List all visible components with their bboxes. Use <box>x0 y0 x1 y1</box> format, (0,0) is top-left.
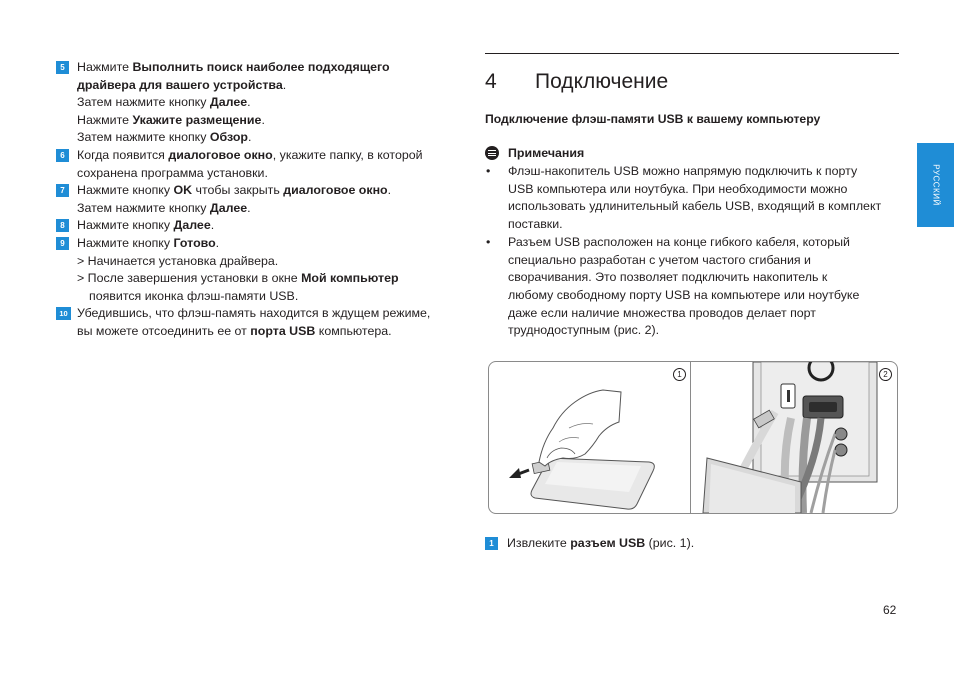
section-subheading: Подключение флэш-памяти USB к вашему компьютеру <box>485 112 821 126</box>
language-tab <box>917 143 954 227</box>
step-text-bold: Готово <box>173 235 216 250</box>
step-number: 1 <box>485 537 498 550</box>
step-text-bold: Далее <box>209 200 248 215</box>
step-number: 6 <box>56 149 69 162</box>
step-text: Нажмите кнопку <box>77 183 174 198</box>
figure-caption <box>485 535 694 552</box>
step-text-bold: OK <box>173 183 193 198</box>
notes-heading <box>485 145 899 161</box>
step-text: Когда появится <box>77 147 169 162</box>
step-text-bold: Выполнить поиск наиболее подходящего <box>132 60 390 74</box>
step-text-bold: Укажите размещение <box>132 112 262 127</box>
step-number: 9 <box>56 237 69 250</box>
step-text: . <box>247 95 251 110</box>
figure-label-1: 1 <box>673 368 686 381</box>
step-text-bold: диалоговое окно <box>168 147 273 162</box>
step-text-bold: разъем USB <box>570 536 646 550</box>
step-9 <box>56 235 466 305</box>
step-text-bold: диалоговое окно <box>283 183 388 198</box>
notes-list <box>485 163 899 340</box>
step-text: чтобы закрыть <box>192 183 284 198</box>
chapter-title: Подключение <box>535 70 669 93</box>
step-text: Извлеките <box>507 536 571 550</box>
step-text: , укажите папку, в которой <box>272 147 423 162</box>
step-text: Нажмите <box>77 112 133 127</box>
step-text: Затем нажмите кнопку <box>77 200 210 215</box>
step-text-bold: Далее <box>173 218 211 233</box>
step-text: . <box>210 218 215 233</box>
step-text: Убедившись, что флэш-память находится в ждущем режиме, <box>77 306 431 321</box>
step-text: Нажмите кнопку <box>77 235 174 250</box>
list-item: • Разъем USB расположен на конце гибкого кабеля, который специально разработан с учетом частого сгибания и сворачивания. Это позволяет подключить накопитель к любому свободному порту USB на компьютере или ноутбуке даже если наличие множества проводов делает порт труднодоступным (рис. 2). <box>485 234 899 340</box>
step-6 <box>56 147 466 182</box>
step-number: 8 <box>56 219 69 232</box>
step-text: Нажмите <box>77 60 133 74</box>
step-text-bold: порта USB <box>250 323 316 338</box>
step-text-bold: драйвера для вашего устройства <box>77 77 283 92</box>
step-8 <box>56 217 466 235</box>
step-result-text: > После завершения установки в окне Мой компьютер появится иконка флэш-памяти USB. <box>77 271 399 303</box>
usb-removal-illustration <box>489 362 690 513</box>
chapter-heading <box>485 69 899 95</box>
step-text-bold: Обзор <box>209 130 249 145</box>
step-number: 7 <box>56 184 69 197</box>
step-text: сохранена программа установки. <box>77 165 268 180</box>
step-text: . <box>215 235 220 250</box>
step-text: вы можете отсоединить ее от <box>77 323 251 338</box>
list-item: • Флэш-накопитель USB можно напрямую подключить к порту USB компьютера или ноутбука. При необходимости можно использовать удлинительный кабель USB, входящий в комплект поставки. <box>485 163 899 234</box>
usb-cable-illustration <box>691 362 897 513</box>
step-number: 5 <box>56 61 69 74</box>
step-text-bold: Далее <box>209 95 248 110</box>
step-text: Затем нажмите кнопку <box>77 130 210 145</box>
step-text: (рис. 1). <box>645 536 695 550</box>
step-text: Затем нажмите кнопку <box>77 95 210 110</box>
left-column <box>56 59 466 341</box>
section-divider <box>485 53 899 54</box>
step-5 <box>56 59 466 147</box>
step-text: . <box>261 112 265 127</box>
note-icon <box>485 146 499 160</box>
step-text: компьютера. <box>315 323 392 338</box>
step-text: . <box>248 130 252 145</box>
step-text-bold: Мой компьютер <box>301 271 399 286</box>
step-number: 10 <box>56 307 71 320</box>
step-text: . <box>387 183 392 198</box>
step-7 <box>56 182 466 217</box>
page-number: 62 <box>883 603 897 617</box>
step-result-text: > Начинается установка драйвера. <box>77 253 279 268</box>
step-10 <box>56 305 466 340</box>
notes-title: Примечания <box>508 146 585 160</box>
step-text: . <box>247 200 251 215</box>
right-column <box>485 53 899 340</box>
language-tab-label: РУССКИЙ <box>931 164 940 206</box>
step-text: Нажмите кнопку <box>77 218 174 233</box>
illustration-figure <box>488 361 898 514</box>
step-text: . <box>282 77 287 92</box>
chapter-number: 4 <box>485 70 497 93</box>
figure-label-2: 2 <box>879 368 892 381</box>
